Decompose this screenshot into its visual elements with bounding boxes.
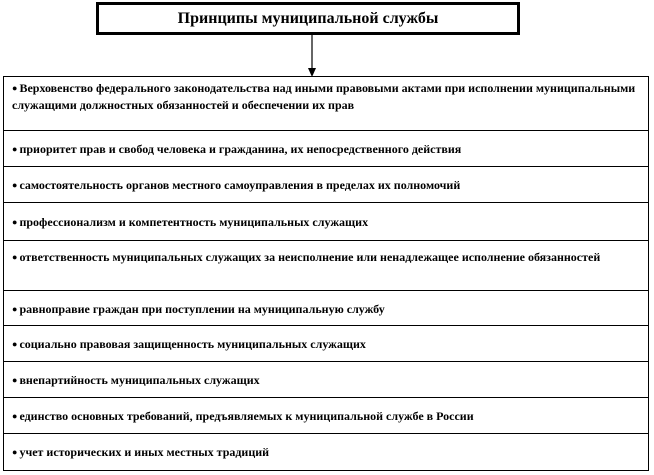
- down-arrow-icon: [305, 35, 319, 77]
- principle-item: [4, 241, 648, 291]
- principle-item: [4, 398, 648, 434]
- bullet-icon: ●: [12, 180, 18, 190]
- diagram-title: Принципы муниципальной службы: [177, 9, 439, 27]
- principle-text: равноправие граждан при поступлении на муниципальную службу: [19, 302, 385, 316]
- principle-item: [4, 167, 648, 203]
- bullet-icon: ●: [12, 83, 18, 93]
- principle-item: [4, 131, 648, 167]
- bullet-icon: ●: [12, 304, 18, 314]
- principle-text: единство основных требований, предъявляемых к муниципальной службе в России: [19, 409, 474, 423]
- bullet-icon: ●: [12, 375, 18, 385]
- bullet-icon: ●: [12, 339, 18, 349]
- bullet-icon: ●: [12, 217, 18, 227]
- principle-text: внепартийность муниципальных служащих: [19, 373, 260, 387]
- principle-item: [4, 203, 648, 241]
- principle-item: [4, 291, 648, 326]
- principle-text: профессионализм и компетентность муниципальных служащих: [19, 215, 369, 229]
- bullet-icon: ●: [12, 447, 18, 457]
- principle-item: [4, 362, 648, 398]
- principle-text: учет исторических и иных местных традиций: [19, 445, 270, 459]
- diagram-title-box: [96, 2, 520, 35]
- principles-list: [3, 76, 649, 471]
- bullet-icon: ●: [12, 144, 18, 154]
- bullet-icon: ●: [12, 252, 18, 262]
- principle-item: [4, 434, 648, 470]
- principle-text: Верховенство федерального законодательства над иными правовыми актами при исполнении муниципальными служащими должностных обязанностей и обеспечении их прав: [12, 81, 636, 112]
- principle-item: [4, 77, 648, 131]
- principle-item: [4, 326, 648, 362]
- principle-text: ответственность муниципальных служащих за неисполнение или ненадлежащее исполнение обязанностей: [19, 250, 601, 264]
- principle-text: приоритет прав и свобод человека и гражданина, их непосредственного действия: [19, 142, 462, 156]
- principle-text: самостоятельность органов местного самоуправления в пределах их полномочий: [19, 178, 461, 192]
- bullet-icon: ●: [12, 411, 18, 421]
- principle-text: социально правовая защищенность муниципальных служащих: [19, 337, 366, 351]
